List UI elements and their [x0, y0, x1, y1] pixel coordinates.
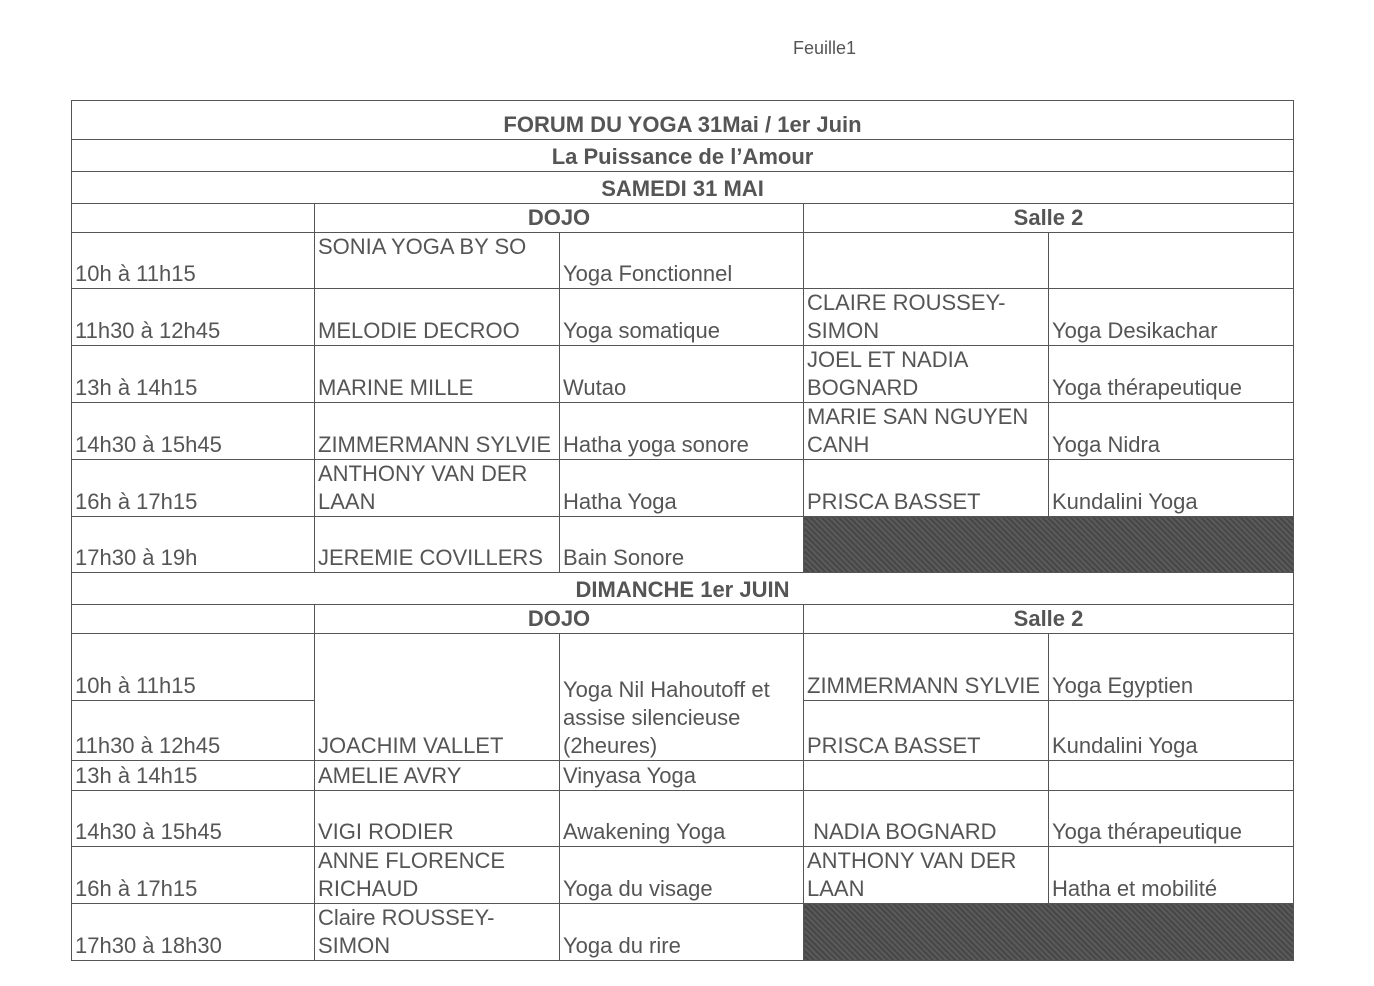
blocked-cell	[804, 517, 1294, 573]
salle-teacher-cell: ANTHONY VAN DER LAAN	[804, 847, 1049, 904]
dojo-teacher-cell: MELODIE DECROO	[315, 289, 560, 346]
salle-class-cell: Yoga thérapeutique	[1049, 346, 1294, 403]
time-cell: 13h à 14h15	[72, 346, 315, 403]
empty-cell	[72, 605, 315, 634]
salle-teacher-cell: PRISCA BASSET	[804, 701, 1049, 761]
dojo-teacher-cell: VIGI RODIER	[315, 791, 560, 847]
dojo-class-cell: Bain Sonore	[560, 517, 804, 573]
time-cell: 10h à 11h15	[72, 233, 315, 289]
table-row	[72, 346, 1294, 403]
time-cell: 11h30 à 12h45	[72, 289, 315, 346]
dojo-class-cell: Hatha Yoga	[560, 460, 804, 517]
time-cell: 14h30 à 15h45	[72, 403, 315, 460]
day-row	[72, 573, 1294, 605]
table-row	[72, 403, 1294, 460]
time-cell: 17h30 à 19h	[72, 517, 315, 573]
salle-teacher-cell	[804, 761, 1049, 791]
salle-class-cell: Yoga thérapeutique	[1049, 791, 1294, 847]
salle-teacher-cell: JOEL ET NADIA BOGNARD	[804, 346, 1049, 403]
room-salle2-header: Salle 2	[804, 204, 1294, 233]
dojo-teacher-cell: ZIMMERMANN SYLVIE	[315, 403, 560, 460]
dojo-class-cell: Yoga du visage	[560, 847, 804, 904]
room-salle2-header: Salle 2	[804, 605, 1294, 634]
dojo-teacher-cell: JEREMIE COVILLERS	[315, 517, 560, 573]
salle-teacher-cell	[804, 233, 1049, 289]
time-cell: 11h30 à 12h45	[72, 701, 315, 761]
room-dojo-header: DOJO	[315, 204, 804, 233]
salle-class-cell	[1049, 233, 1294, 289]
dojo-teacher-cell: ANTHONY VAN DER LAAN	[315, 460, 560, 517]
salle-class-cell: Yoga Nidra	[1049, 403, 1294, 460]
dojo-class-cell: Awakening Yoga	[560, 791, 804, 847]
table-row	[72, 904, 1294, 961]
dojo-teacher-cell: ANNE FLORENCE RICHAUD	[315, 847, 560, 904]
salle-teacher-cell: ZIMMERMANN SYLVIE	[804, 634, 1049, 701]
empty-cell	[72, 204, 315, 233]
dojo-class-cell: Vinyasa Yoga	[560, 761, 804, 791]
dojo-teacher-cell: MARINE MILLE	[315, 346, 560, 403]
table-row	[72, 233, 1294, 289]
time-cell: 16h à 17h15	[72, 847, 315, 904]
dojo-class-cell: Yoga somatique	[560, 289, 804, 346]
salle-class-cell: Kundalini Yoga	[1049, 460, 1294, 517]
forum-title: FORUM DU YOGA 31Mai / 1er Juin	[72, 101, 1294, 140]
salle-teacher-cell: NADIA BOGNARD	[804, 791, 1049, 847]
dojo-class-cell: Wutao	[560, 346, 804, 403]
table-row	[72, 460, 1294, 517]
day-heading-sunday: DIMANCHE 1er JUIN	[72, 573, 1294, 605]
dojo-teacher-cell: JOACHIM VALLET	[315, 634, 560, 761]
table-row	[72, 847, 1294, 904]
dojo-teacher-cell: SONIA YOGA BY SO	[315, 233, 560, 289]
salle-class-cell: Kundalini Yoga	[1049, 701, 1294, 761]
room-dojo-header: DOJO	[315, 605, 804, 634]
time-cell: 10h à 11h15	[72, 634, 315, 701]
salle-class-cell	[1049, 761, 1294, 791]
salle-class-cell: Hatha et mobilité	[1049, 847, 1294, 904]
salle-class-cell: Yoga Egyptien	[1049, 634, 1294, 701]
subtitle-row	[72, 140, 1294, 172]
table-row	[72, 289, 1294, 346]
table-row	[72, 634, 1294, 701]
dojo-teacher-cell: Claire ROUSSEY-SIMON	[315, 904, 560, 961]
salle-class-cell: Yoga Desikachar	[1049, 289, 1294, 346]
dojo-class-cell: Yoga Fonctionnel	[560, 233, 804, 289]
room-header-row	[72, 605, 1294, 634]
dojo-teacher-cell: AMELIE AVRY	[315, 761, 560, 791]
salle-teacher-cell: CLAIRE ROUSSEY-SIMON	[804, 289, 1049, 346]
dojo-class-cell: Yoga du rire	[560, 904, 804, 961]
dojo-class-cell: Hatha yoga sonore	[560, 403, 804, 460]
forum-subtitle: La Puissance de l’Amour	[72, 140, 1294, 172]
day-row	[72, 172, 1294, 204]
time-cell: 14h30 à 15h45	[72, 791, 315, 847]
sheet-label: Feuille1	[793, 38, 857, 58]
day-heading-saturday: SAMEDI 31 MAI	[72, 172, 1294, 204]
salle-teacher-cell: MARIE SAN NGUYEN CANH	[804, 403, 1049, 460]
time-cell: 16h à 17h15	[72, 460, 315, 517]
time-cell: 13h à 14h15	[72, 761, 315, 791]
table-row	[72, 791, 1294, 847]
schedule-table	[71, 100, 1294, 961]
table-row	[72, 517, 1294, 573]
title-row	[72, 101, 1294, 140]
salle-teacher-cell: PRISCA BASSET	[804, 460, 1049, 517]
time-cell: 17h30 à 18h30	[72, 904, 315, 961]
blocked-cell	[804, 904, 1294, 961]
dojo-class-cell: Yoga Nil Hahoutoff et assise silencieuse (2heures)	[560, 634, 804, 761]
room-header-row	[72, 204, 1294, 233]
table-row	[72, 761, 1294, 791]
